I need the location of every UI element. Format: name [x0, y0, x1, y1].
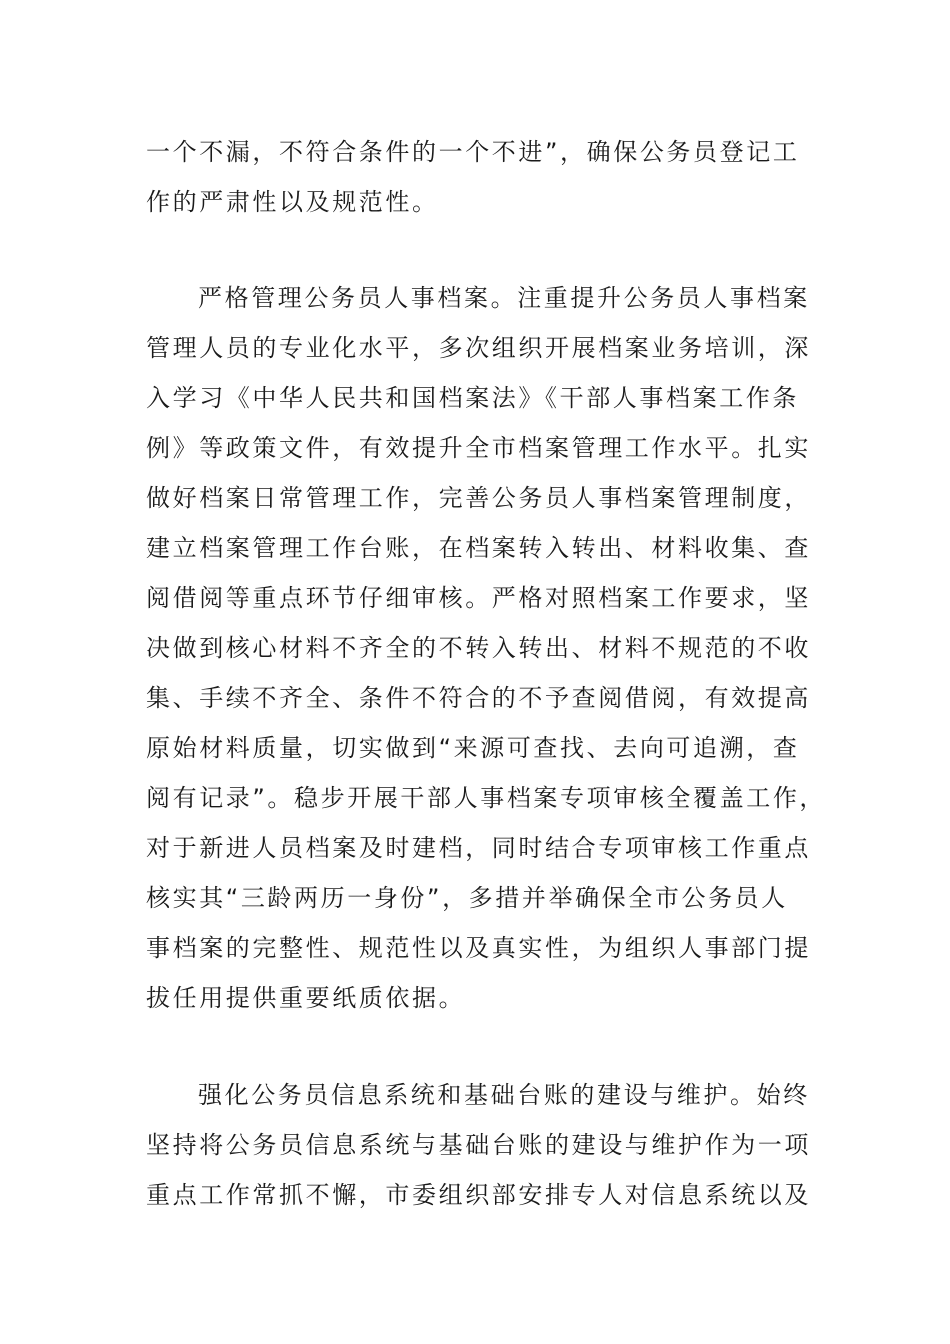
text-line: 例》等政策文件，有效提升全市档案管理工作水平。扎实	[146, 434, 811, 462]
text-line: 阅有记录”。稳步开展干部人事档案专项审核全覆盖工作，	[146, 784, 827, 812]
text-line: 集、手续不齐全、条件不符合的不予查阅借阅，有效提高	[146, 684, 811, 712]
text-line: 强化公务员信息系统和基础台账的建设与维护。始终	[198, 1081, 810, 1109]
paragraph-registration-continued	[146, 127, 800, 227]
text-line: 入学习《中华人民共和国档案法》《干部人事档案工作条	[146, 384, 799, 412]
text-line: 建立档案管理工作台账，在档案转入转出、材料收集、查	[146, 534, 811, 562]
text-line: 严格管理公务员人事档案。注重提升公务员人事档案	[198, 284, 810, 312]
text-line: 管理人员的专业化水平，多次组织开展档案业务培训，深	[146, 334, 811, 362]
paragraph-personnel-archives	[146, 273, 827, 1023]
text-line: 核实其“三龄两历一身份”，多措并举确保全市公务员人	[146, 884, 788, 912]
text-line: 重点工作常抓不懈，市委组织部安排专人对信息系统以及	[146, 1181, 811, 1209]
text-line: 对于新进人员档案及时建档，同时结合专项审核工作重点	[146, 834, 811, 862]
text-line: 阅借阅等重点环节仔细审核。严格对照档案工作要求，坚	[146, 584, 811, 612]
text-line: 做好档案日常管理工作，完善公务员人事档案管理制度，	[146, 484, 811, 512]
text-line: 一个不漏，不符合条件的一个不进”，确保公务员登记工	[146, 138, 800, 166]
text-line: 坚持将公务员信息系统与基础台账的建设与维护作为一项	[146, 1131, 811, 1159]
text-line: 作的严肃性以及规范性。	[146, 188, 439, 216]
text-line: 原始材料质量，切实做到“来源可查找、去向可追溯，查	[146, 734, 800, 762]
text-line: 拔任用提供重要纸质依据。	[146, 984, 466, 1012]
text-line: 决做到核心材料不齐全的不转入转出、材料不规范的不收	[146, 634, 811, 662]
text-line: 事档案的完整性、规范性以及真实性，为组织人事部门提	[146, 934, 811, 962]
paragraph-information-system	[146, 1070, 811, 1220]
